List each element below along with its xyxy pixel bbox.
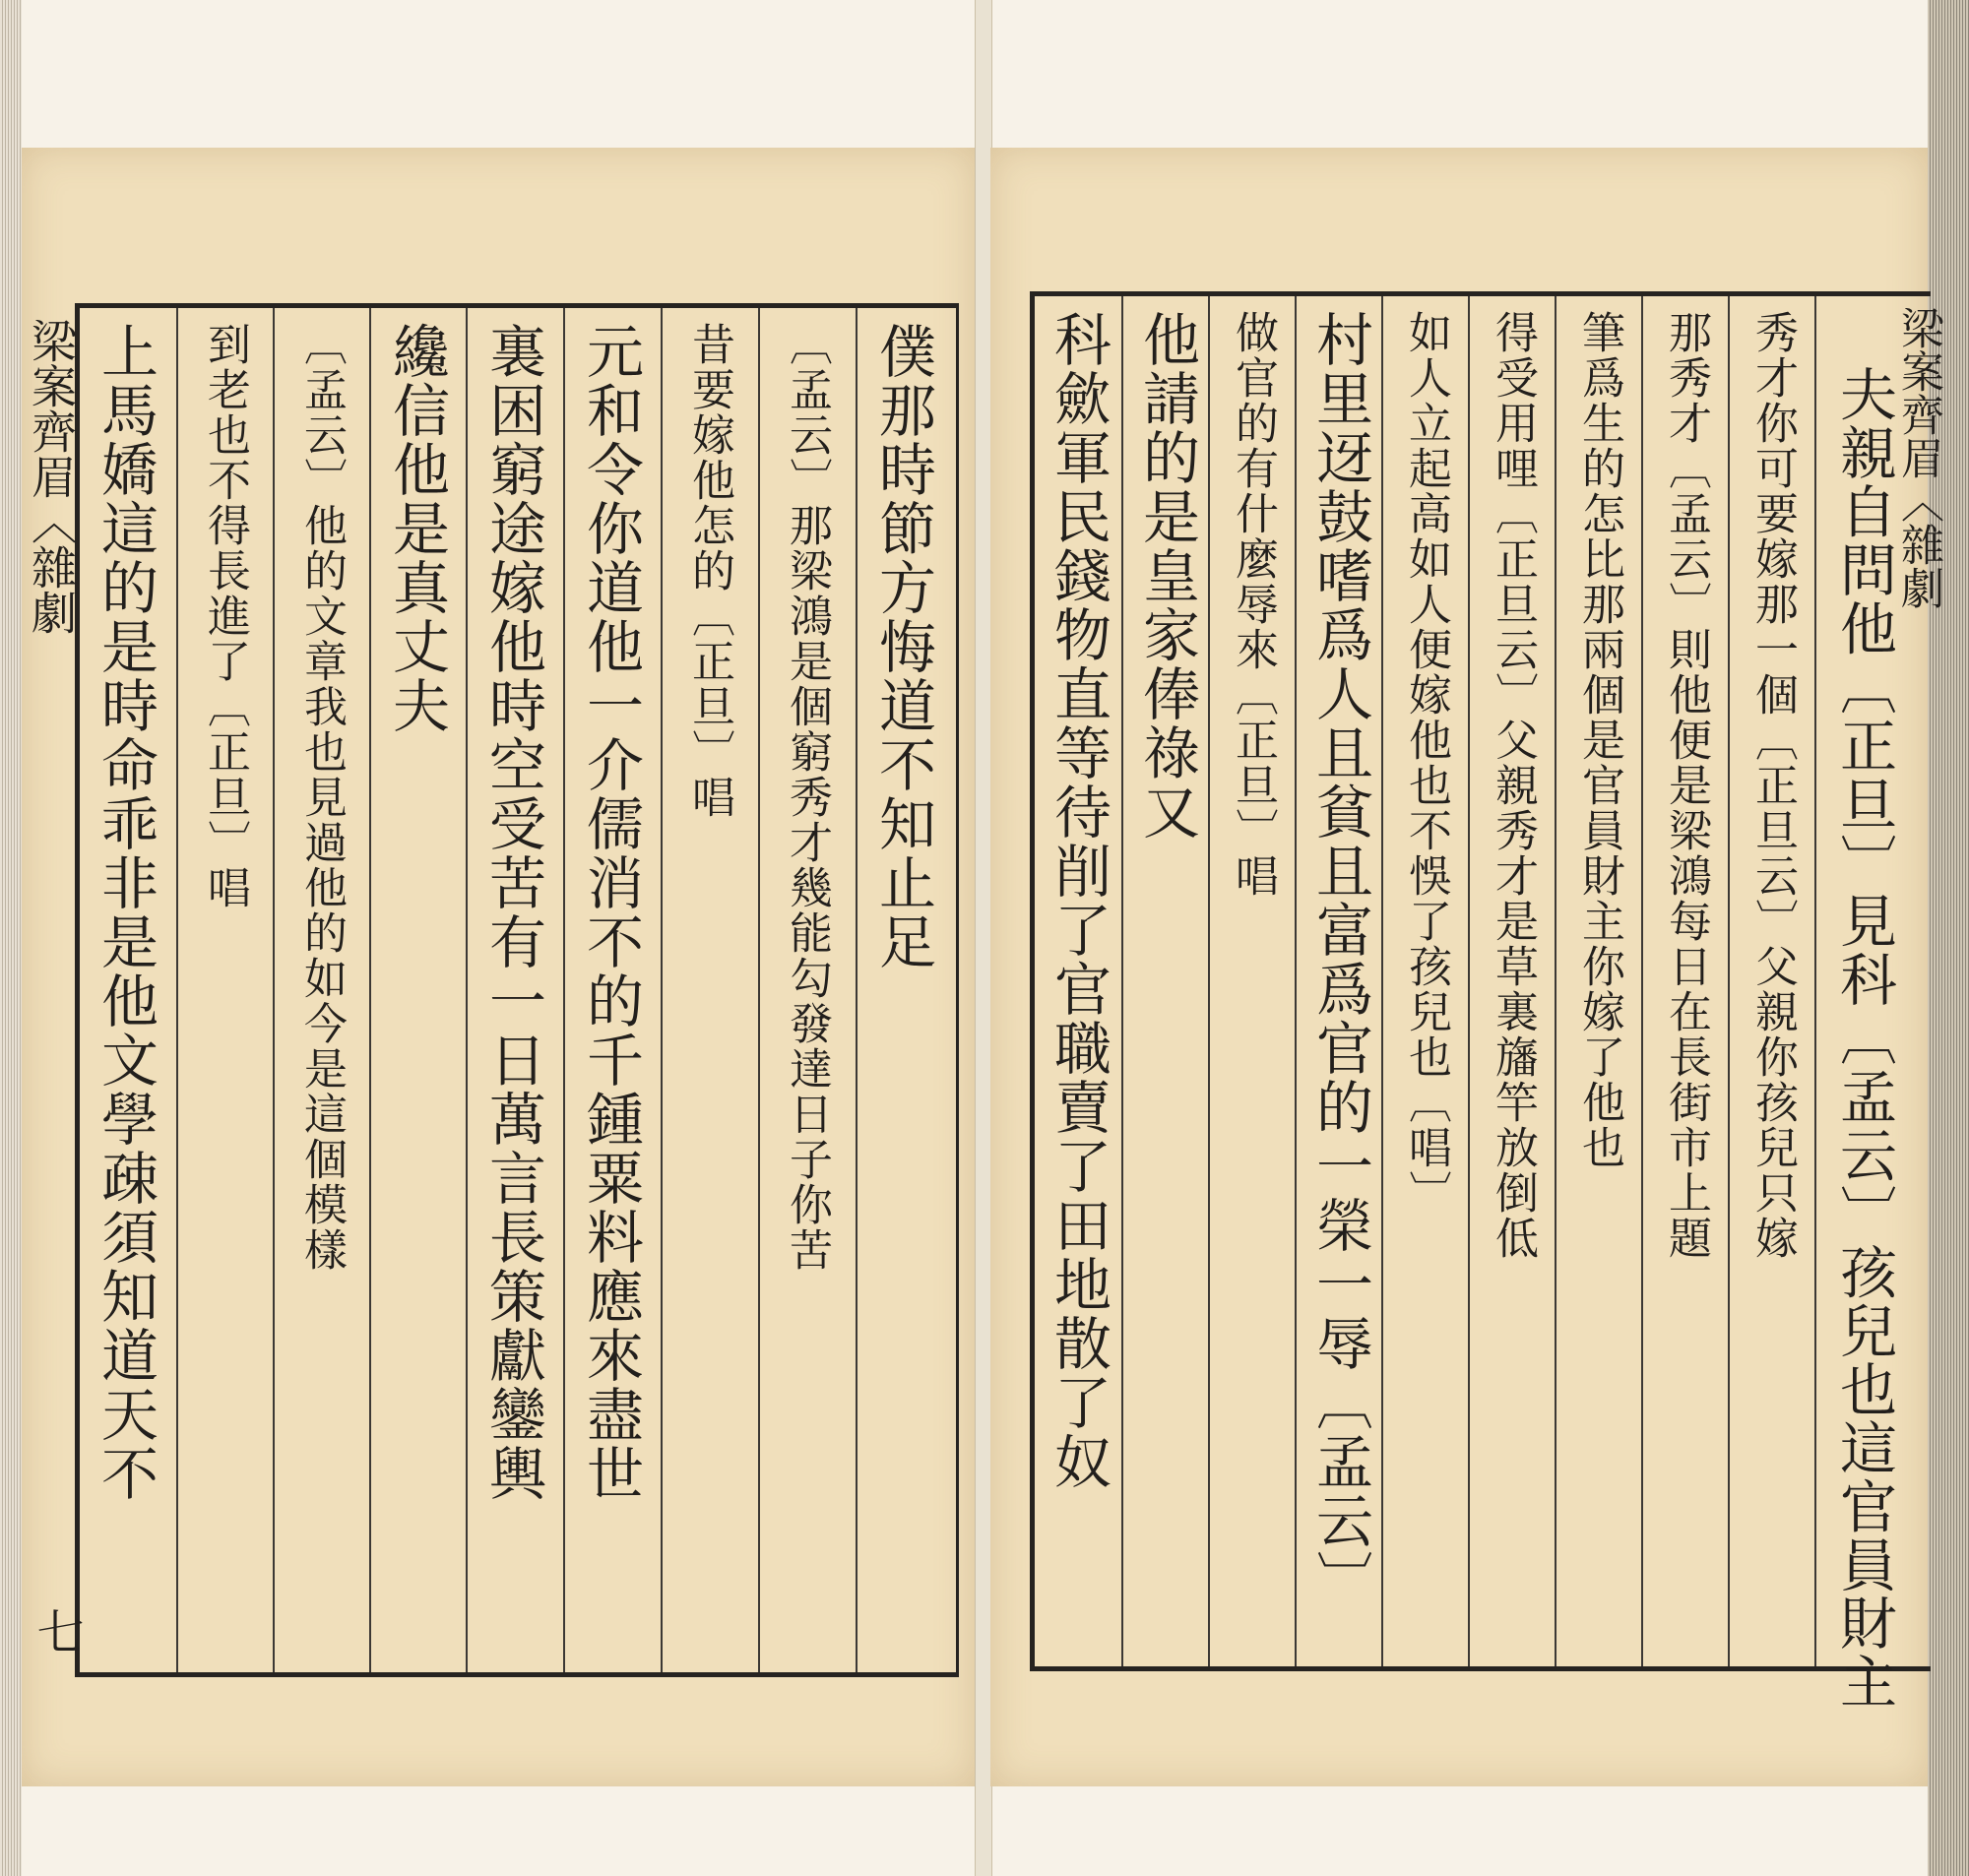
column-text: 纔信他是真丈夫	[383, 322, 450, 735]
right-gutter-label: 梁案齊眉〈雜劇	[1893, 306, 1943, 609]
column-text: 裏困窮途嫁他時空受苦有一日萬言長策獻鑾輿	[479, 322, 546, 1503]
column	[1208, 296, 1295, 1666]
left-bottom-margin	[22, 1786, 975, 1876]
column-text: 村里迓鼓嗜爲人且貧且富爲官的一榮一辱〔孟云〕	[1306, 310, 1373, 1609]
column-text: 上馬嬌這的是時命乖非是他文學疎須知道天不	[92, 322, 159, 1503]
column-text: 夫親自問他〔正旦〕見科〔孟云〕孩兒也這官員財主	[1830, 365, 1897, 1712]
column-text: 那秀才〔孟云〕則他便是梁鴻每日在長街市上題	[1661, 310, 1711, 1261]
column-text: 如人立起高如人便嫁他也不悞了孩兒也〔唱〕	[1401, 310, 1451, 1216]
right-bottom-margin	[990, 1786, 1928, 1876]
column-text: 他請的是皇家俸祿又	[1133, 310, 1200, 842]
column-text: 〔孟云〕他的文章我也見過他的如今是這個模樣	[296, 322, 347, 1273]
column	[1641, 296, 1728, 1666]
column-text: 得受用哩〔正旦云〕父親秀才是草裏旛竿放倒低	[1488, 310, 1538, 1261]
column	[176, 308, 273, 1672]
column-text: 做官的有什麼辱來〔正旦〕唱	[1228, 310, 1278, 899]
column-text: 到老也不得長進了〔正旦〕唱	[200, 322, 250, 910]
column	[661, 308, 758, 1672]
left-fore-edge	[0, 0, 22, 1876]
column	[273, 308, 369, 1672]
right-fore-edge	[1928, 0, 1969, 1876]
column-text: 科歛軍民錢物直等待削了官職賣了田地散了奴	[1045, 310, 1112, 1491]
right-text-frame	[1030, 291, 1943, 1712]
right-top-margin	[990, 0, 1928, 148]
column	[1381, 296, 1468, 1666]
column-text: 昔要嫁他怎的〔正旦〕唱	[684, 322, 734, 820]
left-top-margin	[22, 0, 975, 148]
column	[1555, 296, 1641, 1666]
column	[1814, 296, 1931, 1712]
column	[1295, 296, 1381, 1666]
column-text: 秀才你可要嫁那一個〔正旦云〕父親你孩兒只嫁	[1747, 310, 1798, 1261]
column	[1468, 296, 1555, 1666]
left-page-number: 七	[29, 1607, 84, 1655]
column	[563, 308, 661, 1672]
column	[758, 308, 856, 1672]
column	[466, 308, 563, 1672]
left-text-frame	[25, 303, 959, 1677]
column	[80, 308, 176, 1672]
column-text: 僕那時節方悔道不知止足	[869, 322, 936, 971]
column	[1728, 296, 1814, 1666]
column-text: 筆爲生的怎比那兩個是官員財主你嫁了他也	[1574, 310, 1624, 1170]
column-text: 元和令你道他一介儒消不的千鍾粟料應來盡世	[577, 322, 644, 1503]
column	[369, 308, 466, 1672]
column	[856, 308, 953, 1672]
column	[1035, 296, 1121, 1666]
column-text: 〔孟云〕那梁鴻是個窮秀才幾能勾發達日子你苦	[782, 322, 832, 1273]
column	[1121, 296, 1208, 1666]
left-gutter-label: 梁案齊眉〈雜劇	[25, 318, 78, 635]
